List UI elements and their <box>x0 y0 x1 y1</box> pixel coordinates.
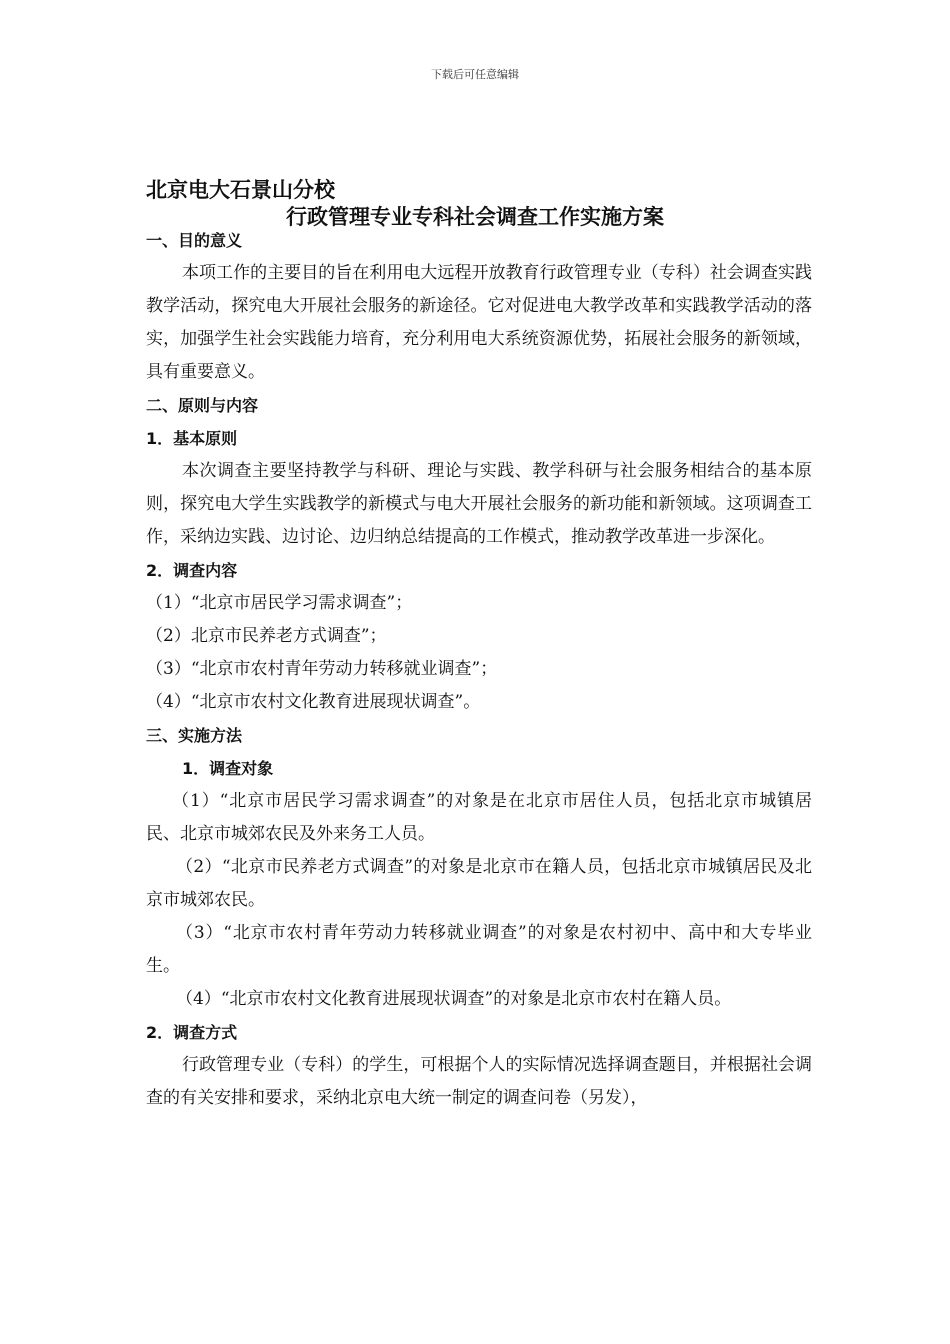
list-item: （1）“北京市居民学习需求调查”的对象是在北京市居住人员，包括北京市城镇居民、北京市城郊农民及外来务工人员。 <box>146 791 812 844</box>
document-body <box>146 224 812 1115</box>
list-item: （2）“北京市民养老方式调查”的对象是北京市在籍人员，包括北京市城镇居民及北京市城郊农民。 <box>146 857 812 910</box>
subheading-survey-subjects: 1．调查对象 <box>182 759 274 778</box>
section-heading-principles: 二、原则与内容 <box>146 396 259 415</box>
paragraph-principles: 本次调查主要坚持教学与科研、理论与实践、教学科研与社会服务相结合的基本原则，探究电大学生实践教学的新模式与电大开展社会服务的新功能和新领域。这项调查工作，采纳边实践、边讨论、边归纳总结提高的工作模式，推动教学改革进一步深化。 <box>146 461 812 547</box>
subheading-survey-content: 2．调查内容 <box>146 561 238 580</box>
list-item: （1）“北京市居民学习需求调查”； <box>146 593 413 613</box>
paragraph-survey-method: 行政管理专业（专科）的学生，可根据个人的实际情况选择调查题目，并根据社会调查的有关安排和要求，采纳北京电大统一制定的调查问卷（另发）， <box>146 1055 812 1108</box>
paragraph-purpose: 本项工作的主要目的旨在利用电大远程开放教育行政管理专业（专科）社会调查实践教学活动，探究电大开展社会服务的新途径。它对促进电大教学改革和实践教学活动的落实，加强学生社会实践能力培育，充分利用电大系统资源优势，拓展社会服务的新领域，具有重要意义。 <box>146 263 812 382</box>
document-title-line2: 行政管理专业专科社会调查工作实施方案 <box>286 205 664 229</box>
subheading-survey-method: 2．调查方式 <box>146 1023 238 1042</box>
section-heading-purpose: 一、目的意义 <box>146 231 243 250</box>
list-item: （3）“北京市农村青年劳动力转移就业调查”的对象是农村初中、高中和大专毕业生。 <box>146 923 812 976</box>
list-item: （4）“北京市农村文化教育进展现状调查”的对象是北京市农村在籍人员。 <box>176 989 732 1009</box>
list-item: （4）“北京市农村文化教育进展现状调查”。 <box>146 692 481 712</box>
document-title-line1: 北京电大石景山分校 <box>146 178 335 202</box>
list-item: （3）“北京市农村青年劳动力转移就业调查”； <box>146 659 498 679</box>
list-item: （2）北京市民养老方式调查”； <box>146 626 387 646</box>
subheading-basic-principles: 1．基本原则 <box>146 429 238 448</box>
section-heading-methods: 三、实施方法 <box>146 726 243 745</box>
header-note: 下载后可任意编辑 <box>431 68 519 81</box>
